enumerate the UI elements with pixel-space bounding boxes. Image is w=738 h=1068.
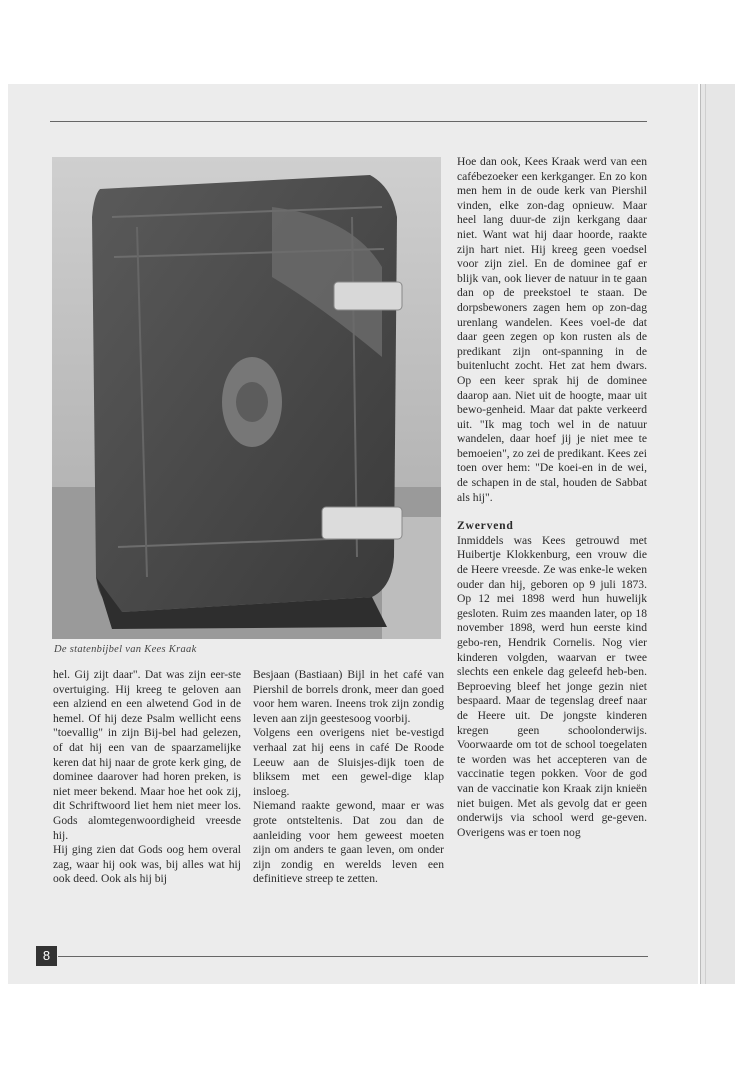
paragraph: Inmiddels was Kees getrouwd met Huibertje Klokkenburg, een vrouw die de Heere vreesde. Ze was enke-le weken ouder dan hij, geboren op 9 juli 1873. Op 12 mei 1898 werd hun huwelijk gesloten. Ruim zes maanden later, op 18 november 1898, werd hun eerste kind gebo-ren, Hendrik Cornelis. Nog vier kinderen volgden, waarvan er twee slechts een enkele dag geleefd heb-ben. Beproeving bleef het jonge gezin niet bespaard. Maar de tegenslag dreef naar de Heere uit. De jongste kinderen kregen geen schoolonderwijs. Voorwaarde om tot de school toegelaten te worden was het accepteren van de vaccinatie tegen pokken. Voor de god van de vaccinatie kon Kraak zijn knieën niet buigen. Met als gevolg dat er geen onderwijs via school werd ge-geven. Overigens was er toen nog bbox=[457, 533, 647, 839]
paragraph: Volgens een overigens niet be-vestigd verhaal zat hij eens in café De Roode Leeuw aan de Sluisjes-dijk toen de bliksem met een gewel-dige klap insloeg. bbox=[253, 726, 444, 798]
column-2 bbox=[253, 668, 444, 887]
paragraph: hel. Gij zijt daar". Dat was zijn eer-ste overtuiging. Hij kreeg te geloven aan een alziend en een alwetend God in de hemel. Of hij deze Psalm wellicht eens "toevallig" in zijn Bij-bel had gelezen, of dat hij een van de spaarzamelijke keren dat hij naar de grote kerk ging, de dominee daarover had horen preken, is niet meer bekend. Maar hoe het ook zij, dit Schriftwoord liet hem niet meer los. Gods alomtegenwoordigheid vreesde hij. bbox=[53, 668, 241, 842]
next-page-edge bbox=[700, 84, 735, 984]
photo-caption: De statenbijbel van Kees Kraak bbox=[54, 644, 197, 655]
page-number: 8 bbox=[36, 946, 57, 966]
footer-rule bbox=[58, 956, 648, 957]
section-heading: Zwervend bbox=[457, 519, 514, 533]
column-1 bbox=[53, 668, 241, 887]
paragraph: Hij ging zien dat Gods oog hem overal zag, waar hij ook was, bij alles wat hij ook deed. Ook als hij bij bbox=[53, 843, 241, 886]
paragraph: Hoe dan ook, Kees Kraak werd van een cafébezoeker een kerkganger. En zo kon men hem in de oude kerk van Piershil vinden, elke zon-dag opnieuw. Maar heel lang duur-de zijn kerkgang daar niet. Want wat hij daar hoorde, raakte zijn hart niet. Hij kreeg geen voedsel voor zijn ziel. En de dominee gaf er blijk van, ook liever de natuur in te gaan dan op de preekstoel te staan. De dorpsbewoners zagen hem op zon-dag urenlang wandelen. Kees voel-de dat daar geen zegen op kon rusten als de predikant zijn ont-spanning in de buitenlucht zocht. Het zat hem dwars. Op een keer sprak hij de dominee daarop aan. Niet uit de hoogte, maar uit bewo-genheid. Maar dat pakte verkeerd uit. "Ik mag toch wel in de natuur wandelen, daar hoef jij je niet mee te bemoeien", zo zei de predikant. Kees zei toen over hem: "De koei-en in de wei, de schapen in de stal, houden de Sabbat als hij". bbox=[457, 155, 647, 504]
paragraph: Niemand raakte gewond, maar er was grote ontsteltenis. Dat zou dan de aanleiding voor hem geweest moeten zijn om anders te gaan leven, om onder zijn zondig en werelds leven een definitieve streep te zetten. bbox=[253, 799, 444, 886]
paragraph: Besjaan (Bastiaan) Bijl in het café van Piershil de borrels dronk, meer dan goed voor hem waren. Ineens trok zijn zondig leven aan zijn geestesoog voorbij. bbox=[253, 668, 444, 725]
old-bible-photo-icon bbox=[52, 157, 441, 639]
bible-photo bbox=[52, 157, 441, 639]
column-3 bbox=[457, 155, 647, 840]
header-rule bbox=[50, 121, 647, 122]
